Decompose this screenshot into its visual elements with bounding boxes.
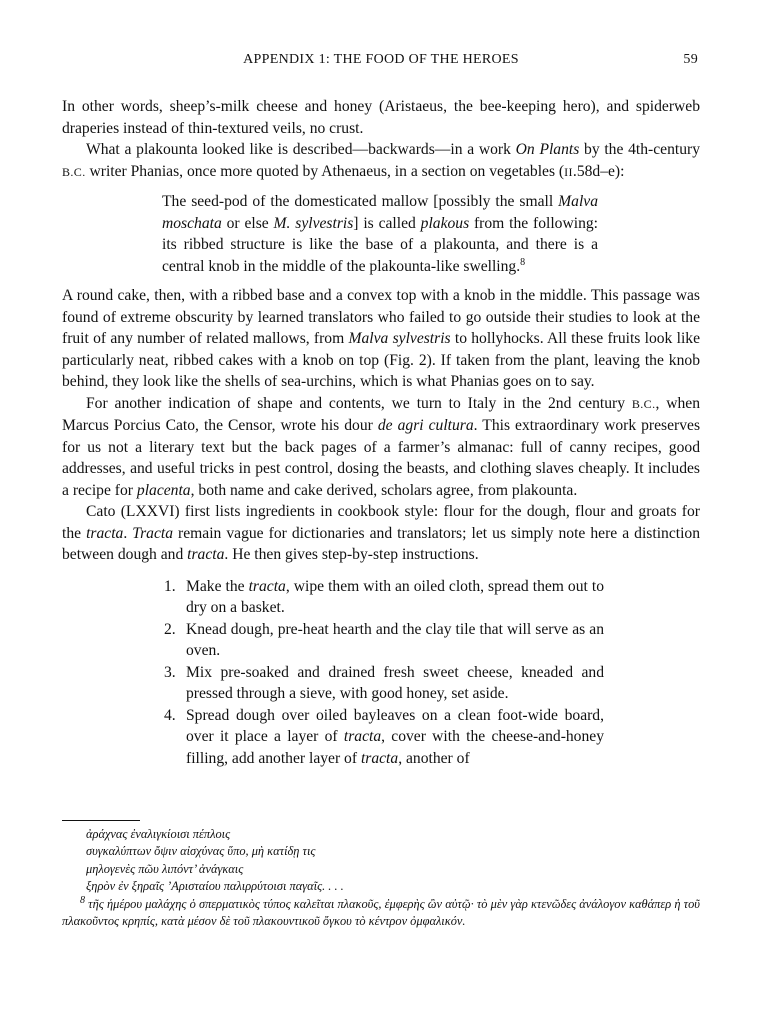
footnotes (62, 826, 700, 930)
list-item: 1. Make the tracta, wipe them with an oiled cloth, spread them out to dry on a basket. (164, 577, 604, 616)
footnote-verse-line: ξηρὸν ἐν ξηραῖς ’Αρισταίου παλιρρύτοισι παγαῖς. . . . (86, 879, 344, 894)
paragraph-5: Cato (LXXVI) first lists ingredients in cookbook style: flour for the dough, flour and groats for the tracta. Tracta remain vague for dictionaries and translators; let us simply note here a distinction between dough and tracta. He then gives step-by-step instructions. (62, 503, 701, 563)
work-title: On Plants (515, 141, 580, 158)
body-text (62, 96, 700, 769)
running-title: APPENDIX 1: THE FOOD OF THE HEROES (243, 52, 519, 67)
paragraph-1: In other words, sheep’s-milk cheese and honey (Aristaeus, the bee-keeping hero), and spiderweb draperies instead of thin-textured veils, no crust. (62, 98, 700, 137)
book-number: II (564, 164, 573, 179)
footnote-ref-8[interactable]: 8 (520, 256, 526, 268)
footnote-number: 8 (80, 894, 85, 906)
era-abbr: B.C. (62, 164, 86, 179)
footnote-verse-line: συγκαλύπτων ὄψιν αἰσχύνας ὕπο, μὴ κατίδῃ τις (86, 844, 316, 859)
list-item: 2. Knead dough, pre-heat hearth and the clay tile that will serve as an oven. (164, 620, 604, 659)
paragraph-2: What a plakounta looked like is described—backwards—in a work On Plants by the 4th-century B.C. writer Phanias, once more quoted by Athenaeus, in a section on vegetables (II.58d–e): (62, 141, 700, 180)
list-item: 4. Spread dough over oiled bayleaves on a clean foot-wide board, over it place a layer of tracta, cover with the cheese-and-honey filling, add another layer of tracta, another of (164, 706, 604, 767)
page-number: 59 (683, 52, 698, 67)
footnote-verse-line: μηλογενὲς πῶυ λιπόντ’ ἀνάγκαις (86, 861, 244, 876)
block-quote: The seed-pod of the domesticated mallow [possibly the small Malva moschata or else M. sylvestris] is called plakous from the following: its ribbed structure is like the base of a plakounta, and there is a central knob in the middle of the plakounta-like swelling.$^8$ (162, 193, 599, 275)
footnote-rule (62, 820, 140, 821)
paragraph-4: For another indication of shape and contents, we turn to Italy in the 2nd century B.C., when Marcus Porcius Cato, the Censor, wrote his dour de agri cultura. This extraordinary work preserves for us not a literary text but the back pages of a farmer’s almanac: full of canny recipes, good addresses, and useful tricks in pest control, dosing the beasts, and clothing slaves cheaply. It includes a recipe for placenta, both name and cake derived, scholars agree, from plakounta. (62, 394, 701, 499)
running-header (62, 52, 700, 74)
recipe-steps (164, 576, 604, 770)
footnote-8: $^8$ τῆς ἡμέρου μαλάχης ὁ σπερματικὸς τύπος καλεῖται πλακοῦς, ἐμφερὴς ὢν αὐτῷ· τὸ μὲν γὰρ κτενῶδες ἀνάλογον καθάπερ ἡ τοῦ πλακοῦντος κρηπίς, κατὰ μέσον δὲ τοῦ πλακουντικοῦ ὄγκου τὸ κέντρον ὀμφαλικόν. (62, 894, 700, 929)
footnote-verse-line: ἀράχνας ἐναλιγκίοισι πέπλοις (86, 827, 231, 841)
page (62, 52, 700, 769)
paragraph-3: A round cake, then, with a ribbed base and a convex top with a knob in the middle. This passage was found of extreme obscurity by learned translators who failed to go outside their studies to look at the fruit of any number of related mallows, from Malva sylvestris to hollyhocks. All these fruits look like particularly neat, ribbed cakes with a knob on top (Fig. 2). If taken from the plant, leaving the knob behind, they look like the shells of sea-urchins, which is what Phanias goes on to say. (62, 287, 700, 390)
list-item: 3. Mix pre-soaked and drained fresh sweet cheese, kneaded and pressed through a sieve, with good honey, set aside. (164, 663, 604, 702)
